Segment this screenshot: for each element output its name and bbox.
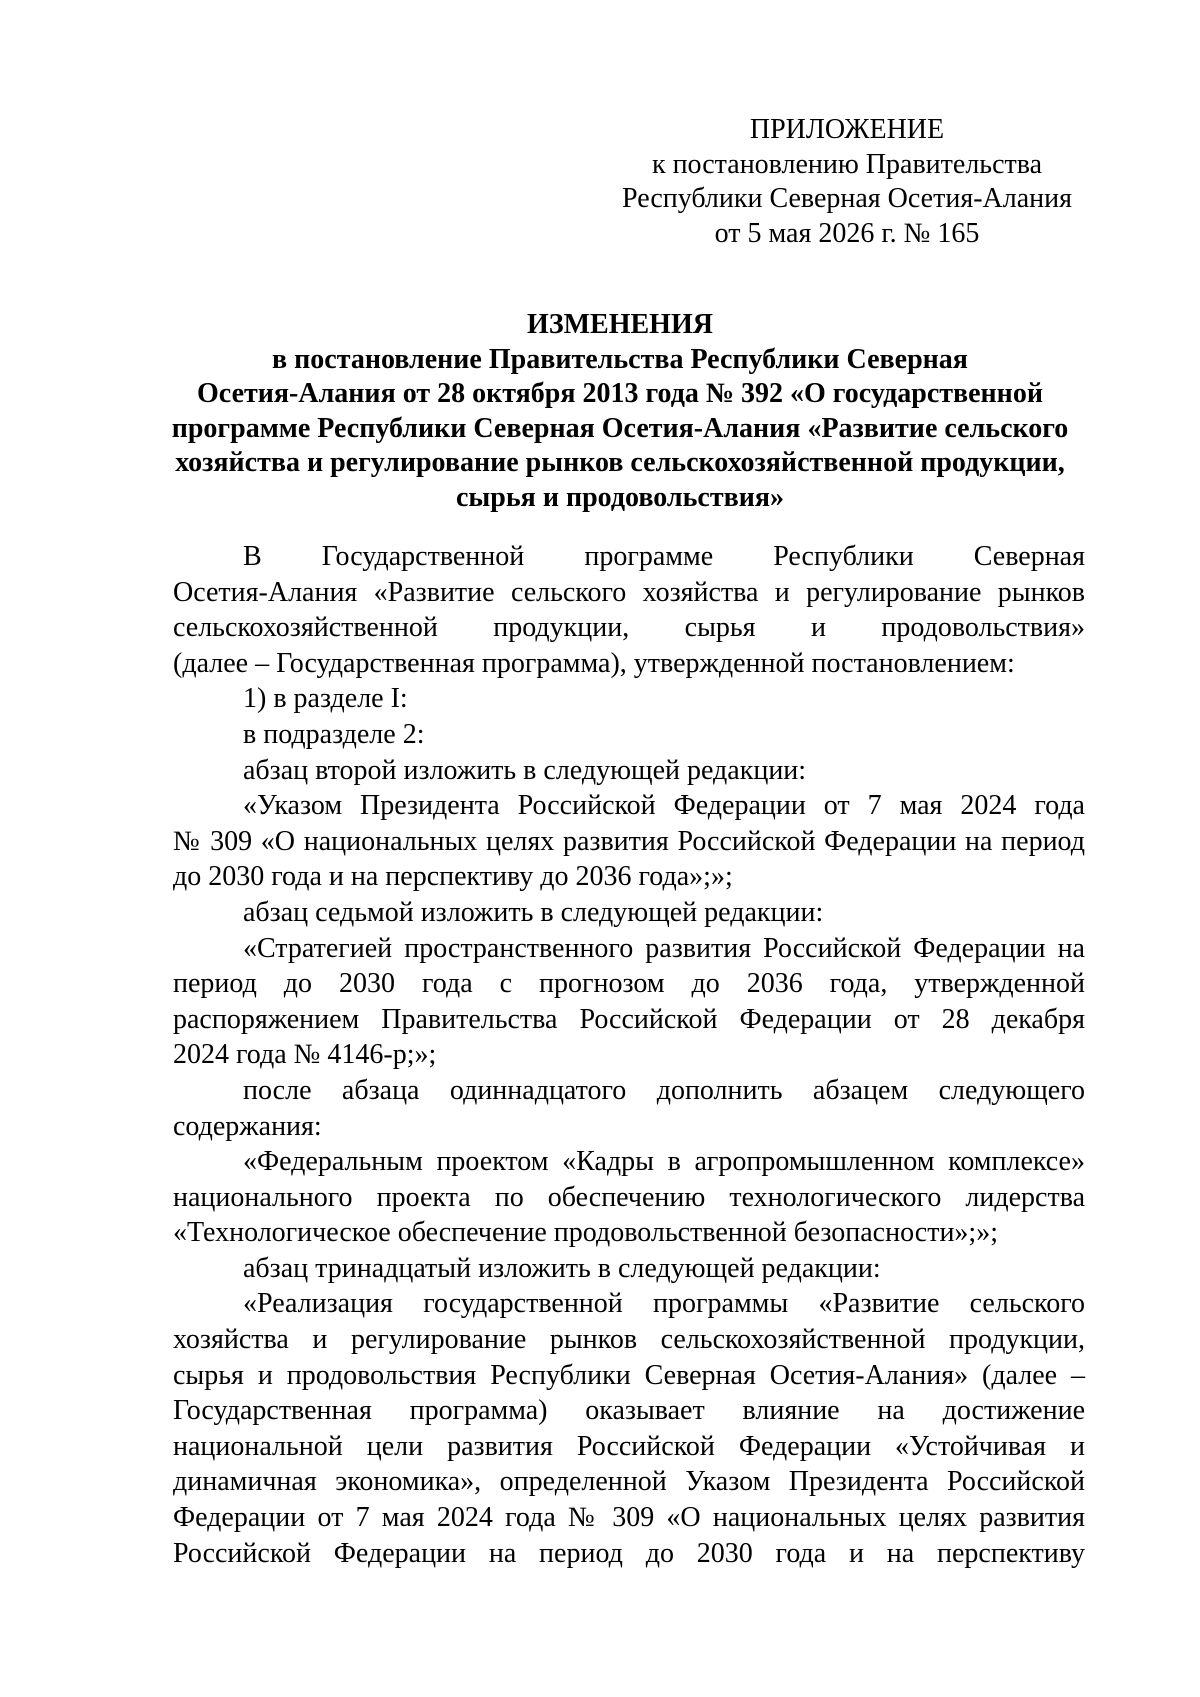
body-line: «Реализация государственной программы «Развитие сельского xyxy=(243,1288,1085,1320)
appendix-title: ПРИЛОЖЕНИЕ xyxy=(749,114,945,145)
document-body xyxy=(173,539,1085,1571)
body-line: национального проекта по обеспечению технологического лидерства xyxy=(173,1181,1085,1213)
body-line: Осетия-Алания «Развитие сельского хозяйства и регулирование рынков xyxy=(173,576,1085,608)
body-line: «Технологическое обеспечение продовольственной безопасности»;»; xyxy=(173,1217,998,1249)
body-line: в подразделе 2: xyxy=(243,718,425,750)
heading-line: хозяйства и регулирование рынков сельскохозяйственной продукции, xyxy=(175,447,1065,478)
body-line: абзац седьмой изложить в следующей редакции: xyxy=(243,896,824,928)
body-line: «Федеральным проектом «Кадры в агропромышленном комплексе» xyxy=(243,1146,1085,1178)
body-line: Федерации от 7 мая 2024 года № 309 «О национальных целях развития xyxy=(173,1502,1085,1534)
body-line: В Государственной программе Республики Северная xyxy=(243,541,1085,572)
body-line: национальной цели развития Российской Федерации «Устойчивая и xyxy=(173,1430,1085,1462)
body-line: 1) в разделе I: xyxy=(243,683,408,715)
appendix-date-number: от 5 мая 2026 г. № 165 xyxy=(714,217,980,249)
body-line: «Указом Президента Российской Федерации от 7 мая 2024 года xyxy=(243,790,1085,822)
body-line: «Стратегией пространственного развития Российской Федерации на xyxy=(243,932,1085,964)
body-line: содержания: xyxy=(173,1110,322,1142)
body-line: Государственная программа) оказывает влияние на достижение xyxy=(173,1395,1085,1427)
appendix-block xyxy=(612,113,1082,251)
body-line: абзац тринадцатый изложить в следующей редакции: xyxy=(243,1252,881,1284)
body-line: после абзаца одиннадцатого дополнить абзацем следующего xyxy=(243,1074,1085,1106)
heading-line: в постановление Правительства Республики Северная xyxy=(272,343,968,375)
body-line: до 2030 года и на перспективу до 2036 года»;»; xyxy=(173,861,733,893)
body-line: хозяйства и регулирование рынков сельскохозяйственной продукции, xyxy=(173,1324,1085,1356)
body-line: динамичная экономика», определенной Указом Президента Российской xyxy=(173,1466,1085,1498)
appendix-line: к постановлению Правительства xyxy=(651,148,1043,180)
body-line: Российской Федерации на период до 2030 года и на перспективу xyxy=(173,1537,1085,1569)
body-line: период до 2030 года с прогнозом до 2036 года, утвержденной xyxy=(173,968,1085,1000)
body-line: 2024 года № 4146-р;»; xyxy=(173,1039,437,1071)
heading-line: Осетия-Алания от 28 октября 2013 года № 392 «О государственной xyxy=(197,378,1043,409)
heading-line: сырья и продовольствия» xyxy=(456,481,784,513)
body-line: сельскохозяйственной продукции, сырья и продовольствия» xyxy=(173,612,1085,644)
heading-title: ИЗМЕНЕНИЯ xyxy=(527,309,713,340)
body-line: сырья и продовольствия Республики Северная Осетия-Алания» (далее – xyxy=(173,1359,1085,1391)
heading-line: программе Республики Северная Осетия-Алания «Развитие сельского xyxy=(171,412,1069,444)
appendix-line: Республики Северная Осетия-Алания xyxy=(622,183,1072,214)
body-line: абзац второй изложить в следующей редакции: xyxy=(243,754,807,786)
body-line: № 309 «О национальных целях развития Российской Федерации на период xyxy=(173,825,1085,857)
body-line: (далее – Государственная программа), утвержденной постановлением: xyxy=(173,647,1015,679)
body-line: распоряжением Правительства Российской Федерации от 28 декабря xyxy=(173,1003,1085,1035)
document-heading xyxy=(150,308,1090,515)
